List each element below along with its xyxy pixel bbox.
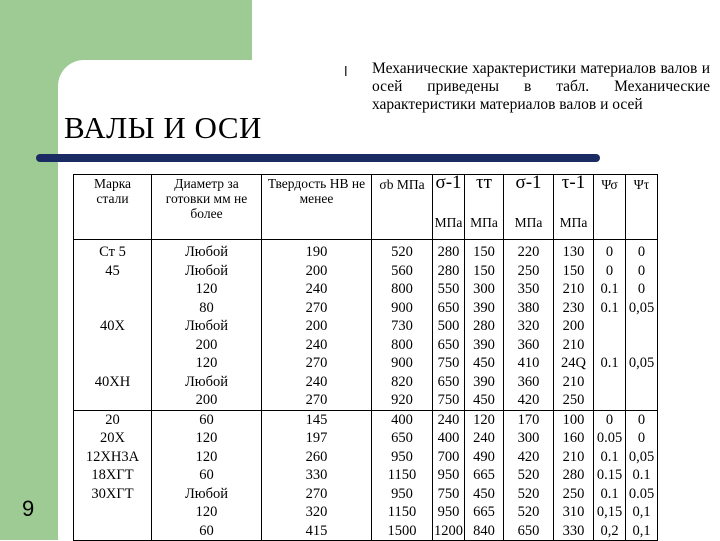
table-cell: 200 [152,336,262,355]
table-row [74,373,658,392]
table-cell [74,522,152,541]
table-cell: 650 [504,522,554,541]
header-psi-tau-label: Ψτ [633,177,650,192]
header-tau-m1-label: τ-1 [561,172,586,193]
table-cell: 160 [554,429,594,448]
table-cell: 650 [433,373,465,392]
table-cell: 200 [262,262,372,281]
table-row [74,280,658,299]
table-cell [626,373,658,392]
table-cell: 120 [152,448,262,467]
table-cell: 0 [594,240,626,262]
steel-properties-table [73,174,658,541]
table-cell: 950 [433,466,465,485]
table-cell: 120 [152,354,262,373]
table-cell: Любой [152,485,262,504]
header-grade: Марка стали [74,175,152,240]
table-cell: 280 [465,317,504,336]
table-cell: 360 [504,336,554,355]
table-cell: 750 [433,391,465,410]
table-cell: 270 [262,354,372,373]
table-cell: 270 [262,391,372,410]
table-cell: 800 [372,280,433,299]
table-cell: 490 [465,448,504,467]
table-cell: 0 [594,262,626,281]
table-cell: 20 [74,410,152,429]
table-cell: 820 [372,373,433,392]
header-unit-4: МПа [554,215,594,240]
table-cell [74,336,152,355]
header-sigma-m1-label: σ-1 [435,172,462,193]
table-cell: 350 [504,280,554,299]
table-cell [594,391,626,410]
table-cell [626,391,658,410]
table-cell [594,336,626,355]
table-cell: 520 [504,485,554,504]
table-row [74,240,658,262]
table-cell: 210 [554,336,594,355]
slide-description: Механические характеристики материалов валов и осей приведены в табл. Механические характеристики материалов валов и осей [372,60,710,113]
table-cell: 240 [262,373,372,392]
table-cell: 197 [262,429,372,448]
table-cell: 0.1 [594,280,626,299]
table-cell [74,503,152,522]
table-cell: 1200 [434,522,463,539]
table-cell [74,299,152,318]
table-cell: 700 [433,448,465,467]
table-cell: 950 [372,485,433,504]
table-cell: 0,1 [626,522,658,541]
table-cell: 200 [262,317,372,336]
table-cell: 840 [465,522,504,541]
table-cell [594,373,626,392]
table-cell: 380 [504,299,554,318]
table-cell: 240 [465,429,504,448]
table-cell: 520 [504,466,554,485]
table-cell: 250 [554,485,594,504]
table-cell: 210 [554,373,594,392]
table-cell: 300 [504,429,554,448]
table-cell: 250 [504,262,554,281]
table-cell: 415 [262,522,372,541]
header-diameter: Диаметр за готовки мм не более [152,175,262,240]
table-cell: 230 [554,299,594,318]
table-cell: 40ХН [74,373,152,392]
table-cell: 390 [465,373,504,392]
table-cell: 20Х [74,429,152,448]
table-cell: 0,1 [626,503,658,522]
table-cell: 0,05 [626,448,658,467]
table-cell: 240 [433,410,465,429]
table-row [74,503,658,522]
table-cell: Любой [152,262,262,281]
header-sigma-b [372,175,433,240]
page-number: 9 [22,496,35,521]
table-cell: 40Х [74,317,152,336]
table-cell: 1150 [372,466,433,485]
table-cell: 550 [433,280,465,299]
table-cell: 80 [152,299,262,318]
header-psi-sigma [594,175,626,240]
table-cell: 120 [152,280,262,299]
table-cell: 270 [262,485,372,504]
table-cell: 310 [554,503,594,522]
table-cell: 0 [626,262,658,281]
table-cell: 120 [152,429,262,448]
header-unit-3: МПа [504,215,554,240]
table-cell: 100 [554,410,594,429]
table-cell: 0 [594,410,626,429]
table-cell: 665 [465,503,504,522]
table-cell: 170 [504,410,554,429]
table-cell: 650 [372,429,433,448]
table-cell: 450 [465,485,504,504]
table-cell: 330 [262,466,372,485]
table-cell: Любой [152,373,262,392]
table-cell: 450 [465,391,504,410]
table-cell: 390 [465,336,504,355]
table-cell: 950 [372,448,433,467]
table-cell: 950 [433,503,465,522]
bullet-icon: l [344,65,348,80]
table-cell: 0.1 [594,299,626,318]
table-cell: 1500 [372,522,433,541]
header-psi-tau [626,175,658,240]
table-cell: 0 [626,240,658,262]
table-cell: 30ХГТ [74,485,152,504]
table-cell: 210 [554,448,594,467]
table-cell: 18ХГТ [74,466,152,485]
table-cell [74,354,152,373]
table-cell: 60 [152,522,262,541]
table-cell: 650 [433,336,465,355]
table-cell: 500 [433,317,465,336]
table-cell: 200 [554,317,594,336]
table-cell: 12ХН3А [74,448,152,467]
header-hardness: Твердость НВ не менее [262,175,372,240]
header-sigma-b-label: σb МПа [379,177,425,192]
table-cell: 560 [372,262,433,281]
table-cell: 270 [262,299,372,318]
table-row [74,429,658,448]
table-cell: 250 [554,391,594,410]
table-row [74,354,658,373]
title-divider [36,154,600,162]
table-row [74,522,658,541]
header-tau-m1 [554,172,594,216]
table-cell: 420 [504,448,554,467]
green-background-left [0,0,58,540]
table-cell: 150 [554,262,594,281]
table-cell: 280 [433,262,465,281]
table-cell [74,280,152,299]
table-cell: Любой [152,240,262,262]
table-cell: 0 [626,429,658,448]
table-cell: 0.1 [594,354,626,373]
table-cell: 900 [372,299,433,318]
header-unit-2: МПа [465,215,504,240]
table-row [74,262,658,281]
table-cell: 0,05 [626,299,658,318]
header-sigma-m1 [433,172,465,216]
table-cell: 420 [504,391,554,410]
table-cell: 665 [465,466,504,485]
table-row [74,410,658,429]
table-row [74,336,658,355]
table-cell: 150 [465,240,504,262]
table-cell: 120 [465,410,504,429]
table-cell: 800 [372,336,433,355]
table-cell: 0 [626,410,658,429]
table-cell: 240 [262,280,372,299]
table-cell: 120 [152,503,262,522]
table-row [74,317,658,336]
table-cell: 0 [626,280,658,299]
table-cell: 920 [372,391,433,410]
table-row [74,448,658,467]
table-cell: 300 [465,280,504,299]
table-cell [626,317,658,336]
table-cell: Любой [152,317,262,336]
table-row [74,466,658,485]
table-cell: 280 [433,240,465,262]
table-cell: 0,15 [594,503,626,522]
table-row [74,391,658,410]
table-cell [74,391,152,410]
table-cell: 450 [465,354,504,373]
table-cell: 390 [465,299,504,318]
table-cell: 0,2 [594,522,626,541]
table-cell: 0,05 [626,354,658,373]
table-cell: 260 [262,448,372,467]
table-cell: 410 [504,354,554,373]
table-cell: 0.05 [594,429,626,448]
table-cell: 400 [372,410,433,429]
table-cell: Ст 5 [74,240,152,262]
table-cell: 130 [554,240,594,262]
header-sigma-m1b-label: σ-1 [515,172,542,193]
table-cell: 0.1 [594,485,626,504]
table-cell: 150 [465,262,504,281]
table-cell: 730 [372,317,433,336]
table-cell: 210 [554,280,594,299]
table-cell: 650 [433,299,465,318]
table-cell: 24Q [554,354,594,373]
header-unit-1: МПа [433,215,465,240]
table-cell: 0.1 [594,448,626,467]
table-cell: 320 [262,503,372,522]
table-cell: 750 [433,354,465,373]
slide-title: ВАЛЫ И ОСИ [64,110,262,145]
header-psi-sigma-label: Ψσ [601,177,618,192]
table-cell: 200 [152,391,262,410]
table-cell: 145 [262,410,372,429]
table-cell: 900 [372,354,433,373]
table-cell: 520 [372,240,433,262]
table-cell: 60 [152,466,262,485]
table-cell: 750 [433,485,465,504]
table-cell: 360 [504,373,554,392]
table-cell: 60 [152,410,262,429]
table-cell: 0.05 [626,485,658,504]
header-tau-t-label: τт [476,172,492,193]
table-cell: 1150 [372,503,433,522]
table-cell: 0.15 [594,466,626,485]
table-row [74,299,658,318]
table-cell: 45 [74,262,152,281]
table-cell: 280 [554,466,594,485]
table-cell [594,317,626,336]
table-body [74,240,658,541]
table-cell [626,336,658,355]
table-cell: 220 [504,240,554,262]
table-cell: 400 [433,429,465,448]
table-cell: 190 [262,240,372,262]
table-cell: 330 [554,522,594,541]
table-cell: 240 [262,336,372,355]
table-row [74,485,658,504]
header-tau-t [465,172,504,216]
table-cell: 0.1 [626,466,658,485]
table-cell: 520 [504,503,554,522]
table-cell: 320 [504,317,554,336]
header-sigma-m1b [504,172,554,216]
